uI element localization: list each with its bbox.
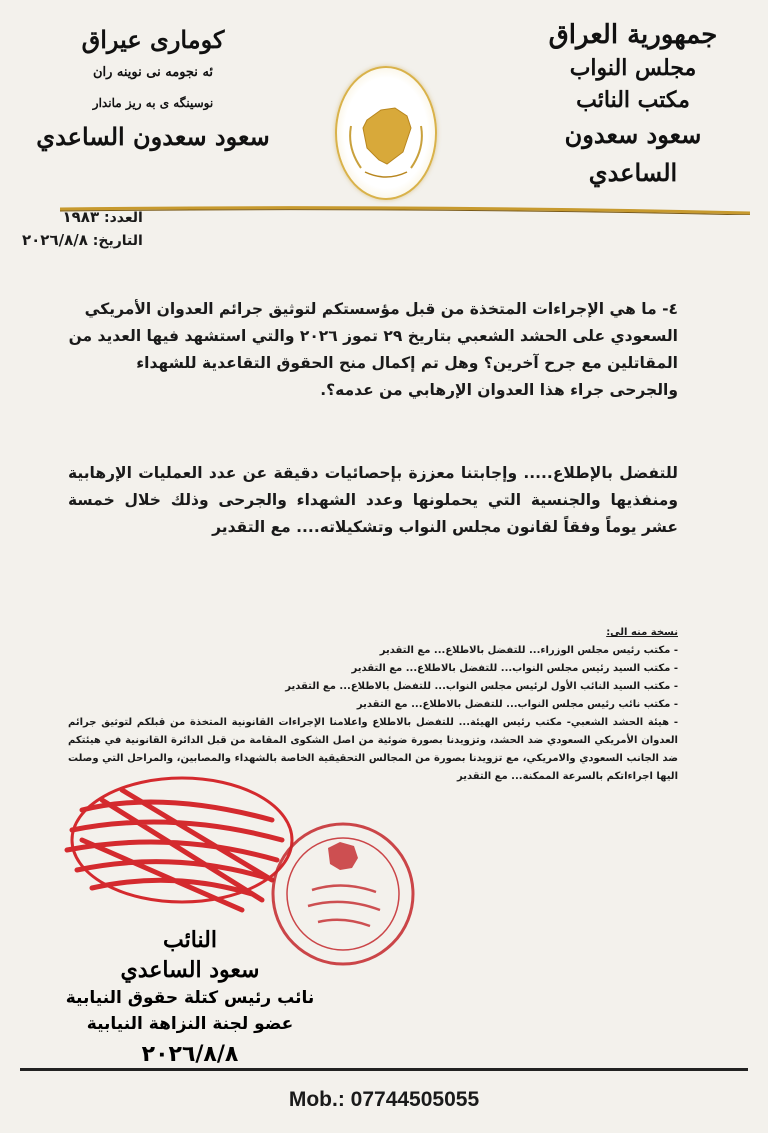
letterhead-kurdish-mp-name: سعود سعدون الساعدي [36,122,270,151]
letterhead-kurdish-country: كوماری عیراق [81,25,225,54]
letterhead-country: جمهورية العراق [548,20,718,50]
copies-to-list [68,624,678,786]
reference-number [22,206,143,229]
reference-date-value: ٢٠٢٦/٨/٨ [22,231,88,249]
reference-block [22,206,143,252]
copies-item: - مكتب نائب رئيس مجلس النواب... للتفضل بالاطلاع... مع التقدير [356,699,678,710]
parliament-emblem-icon [335,66,437,200]
copies-heading: نسخة منه الى: [606,627,678,638]
signature-date: ٢٠٢٦/٨/٨ [141,1042,239,1067]
signature-title: النائب [163,927,217,953]
copies-item: - هيئة الحشد الشعبي- مكتب رئيس الهيئة... للتفضل بالاطلاع واعلامنا الإجراءات القانونية المتخذة من قبلكم لتوثيق جرائم العدوان الأمريكي السعودي ضد الحشد، وتزويدنا بصورة ضوئية من اصل الشكوى المقامة من قبل الدائرة القانونية في هيئتكم ضد الجانب السعودي والامريكي، مع تزويدنا بصورة من المجالس التحقيقية الخاصة بالشهداء والمصابين، والمراحل التي وصلت اليها اجراءاتكم بالسرعة الممكنة... مع التقدير [68,717,678,782]
reference-date [22,229,143,252]
reference-number-label: العدد: [103,210,143,226]
response-request-text: للتفضل بالإطلاع..... وإجابتنا معززة بإحصائيات دقيقة عن عدد العمليات الإرهابية ومنفذيها والجنسية التي يحملونها وعدد الشهداء والجرحى وذلك خلال خمسة عشر يوماً وفقاً لقانون مجلس النواب وتشكيلاته.... مع التقدير [68,464,678,536]
reference-date-label: التاريخ: [92,233,143,249]
signature-scribble-icon [42,770,302,920]
letterhead-mp-name: سعود سعدون الساعدي [564,120,702,187]
letterhead-kurdish-parliament: ئه نجومه نی نوینه ران [92,65,214,80]
header-divider [60,203,750,215]
copies-item: - مكتب السيد النائب الأول لرئيس مجلس النواب... للتفضل بالاطلاع... مع التقدير [285,681,678,692]
letterhead-kurdish-office: نوسینگه ی به ریز ماندار [92,96,214,110]
letterhead-office: مكتب النائب [576,87,690,113]
copies-item: - مكتب السيد رئيس مجلس النواب... للتفضل بالاطلاع... مع التقدير [351,663,678,674]
question-4-text: ٤- ما هي الإجراءات المتخذة من قبل مؤسستكم لتوثيق جرائم العدوان الأمريكي السعودي على الحشد الشعبي بتاريخ ٢٩ تموز ٢٠٢٦ والتي استشهد فيها العديد من المقاتلين مع جرح آخرين؟ وهل تم إكمال منح الحقوق التقاعدية للشهداء والجرحى جراء هذا العدوان الإرهابي من عدمه؟. [68,300,678,399]
signature-block [40,925,340,1073]
signature-name: سعود الساعدي [120,957,260,983]
reference-number-value: ١٩٨٣ [62,208,100,226]
signature-role-2: عضو لجنة النزاهة النيابية [86,1014,294,1034]
signature-role-1: نائب رئيس كتلة حقوق النيابية [65,988,315,1008]
letterhead-arabic [528,18,738,192]
letterhead-parliament: مجلس النواب [569,55,697,81]
letterhead-kurdish [18,22,288,156]
footer-divider [20,1068,748,1071]
copies-item: - مكتب رئيس مجلس الوزراء... للتفضل بالاطلاع... مع التقدير [379,645,678,656]
footer-mobile-number: Mob.: 07744505055 [288,1088,480,1111]
